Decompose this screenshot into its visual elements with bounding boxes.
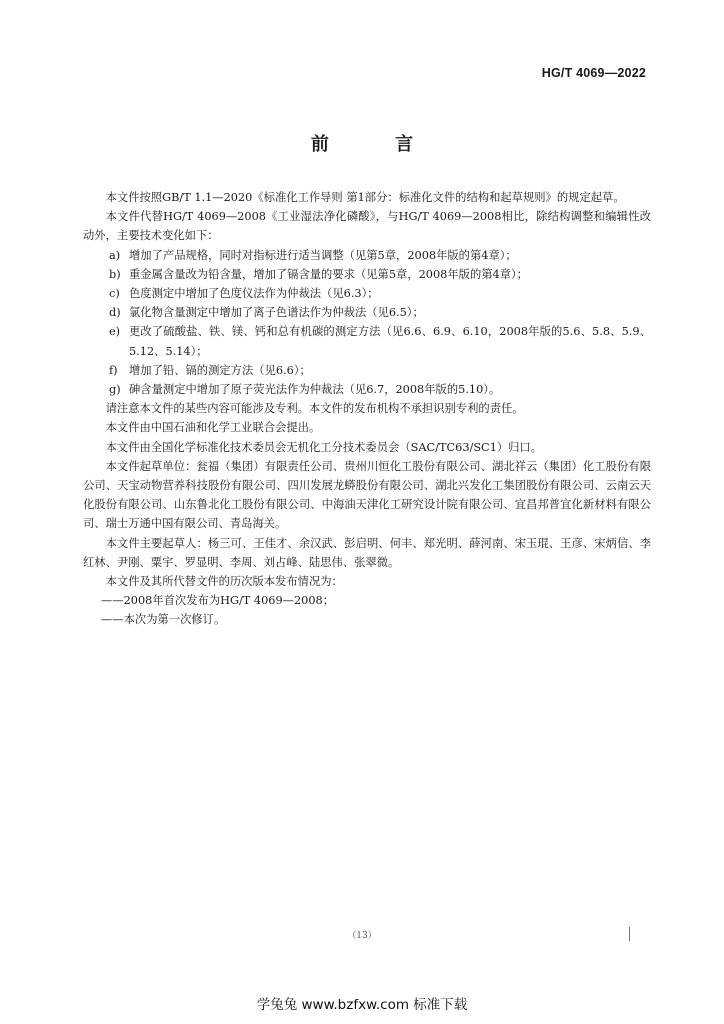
foreword-body <box>83 188 651 630</box>
list-marker: g) <box>109 383 121 397</box>
paragraph-drafting-units: 本文件起草单位：瓮福（集团）有限责任公司、贵州川恒化工股份有限公司、湖北祥云（集团）化工股份有限公司、天宝动物营养科技股份有限公司、四川发展龙蟒股份有限公司、湖北兴发化工集团股份有限公司、云南云天化股份有限公司、山东鲁北化工股份有限公司、中海油天津化工研究设计院有限公司、宜昌邦普宜化新材料有限公司、瑞士万通中国有限公司、青岛海关。 <box>83 459 651 531</box>
list-item-text: 砷含量测定中增加了原子荧光法作为仲裁法（见6.7，2008年版的5.10）。 <box>129 383 501 397</box>
paragraph-drafters: 本文件主要起草人：杨三可、王佳才、余汉武、彭启明、何丰、郑光明、薛河南、宋玉琨、王彦、宋炳信、李红林、尹刚、粟宇、罗显明、李周、刘占峰、陆思伟、张翠微。 <box>83 536 651 569</box>
standard-id: HG/T 4069—2022 <box>541 66 646 80</box>
list-item-text: 增加了产品规格，同时对指标进行适当调整（见第5章，2008年版的第4章）； <box>129 248 517 262</box>
list-item <box>83 361 651 380</box>
list-item-text: 氯化物含量测定中增加了离子色谱法作为仲裁法（见6.5）； <box>129 306 424 320</box>
list-item-text: 重金属含量改为铅含量，增加了镉含量的要求（见第5章，2008年版的第4章）； <box>129 267 528 281</box>
list-marker: b) <box>109 267 121 281</box>
watermark-text: 学兔兔 www.bzfxw.com 标准下载 <box>256 997 468 1013</box>
paragraph-history-intro: 本文件及其所代替文件的历次版本发布情况为： <box>105 575 343 589</box>
margin-mark <box>629 927 630 941</box>
list-item-text: 色度测定中增加了色度仪法作为仲裁法（见6.3）； <box>129 287 379 301</box>
list-item <box>83 246 651 265</box>
list-marker: a) <box>109 248 121 262</box>
paragraph-patent-notice: 请注意本文件的某些内容可能涉及专利。本文件的发布机构不承担识别专利的责任。 <box>105 402 524 416</box>
history-item: ——2008年首次发布为HG/T 4069—2008； <box>101 594 335 608</box>
paragraph-proposer: 本文件由中国石油和化学工业联合会提出。 <box>105 421 321 435</box>
list-item <box>83 265 651 284</box>
list-marker: e) <box>109 325 121 339</box>
list-item <box>83 284 651 303</box>
list-item <box>83 303 651 322</box>
list-item-text: 更改了硫酸盐、铁、镁、钙和总有机碳的测定方法（见6.6、6.9、6.10，2008年版的5.6、5.8、5.9、5.12、5.14）； <box>129 325 651 358</box>
list-item-text: 增加了铅、镉的测定方法（见6.6）； <box>129 363 311 377</box>
list-item <box>83 322 651 360</box>
page-number: （13） <box>347 931 377 941</box>
list-item <box>83 380 651 399</box>
paragraph-committee: 本文件由全国化学标准化技术委员会无机化工分技术委员会（SAC/TC63/SC1）归口。 <box>105 440 543 454</box>
changes-list <box>83 246 651 400</box>
list-marker: d) <box>109 306 121 320</box>
paragraph-drafting-rules: 本文件按照GB/T 1.1—2020《标准化工作导则 第1部分：标准化文件的结构和起草规则》的规定起草。 <box>105 191 625 204</box>
list-marker: f) <box>109 363 118 377</box>
list-marker: c) <box>109 287 120 301</box>
page-title: 前 言 <box>310 134 444 155</box>
paragraph-replacement: 本文件代替HG/T 4069—2008《工业湿法净化磷酸》，与HG/T 4069—2008相比，除结构调整和编辑性改动外，主要技术变化如下： <box>83 210 651 243</box>
history-item: ——本次为第一次修订。 <box>101 613 226 627</box>
